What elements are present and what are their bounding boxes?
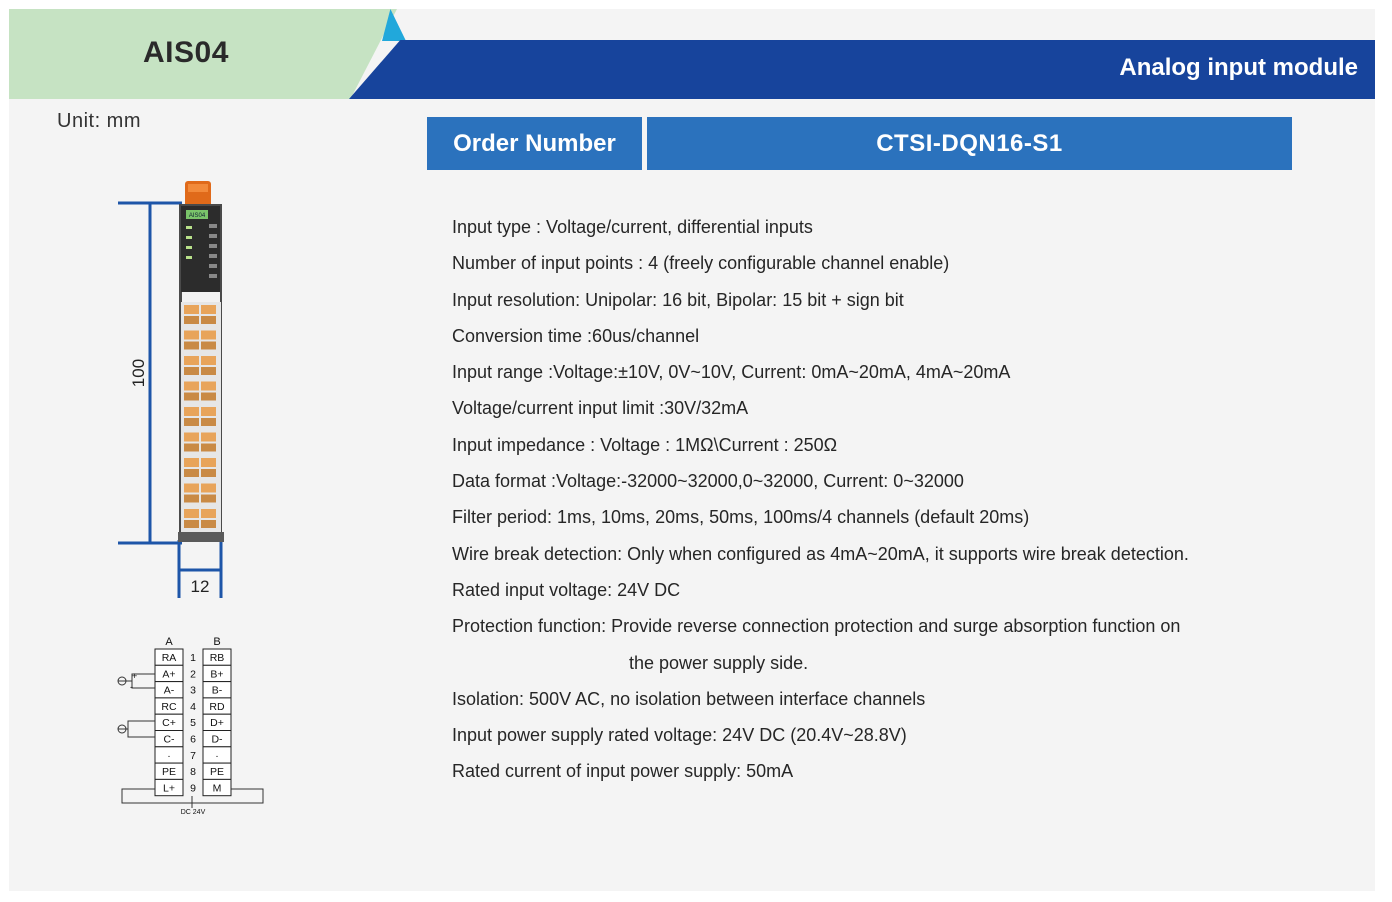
terminal-clamp bbox=[184, 418, 199, 426]
wiring-column-a: A bbox=[165, 636, 173, 648]
spec-item: Data format :Voltage:-32000~32000,0~32000, Current: 0~32000 bbox=[452, 471, 964, 492]
terminal-clamp bbox=[184, 342, 199, 350]
wiring-terminal-a: A- bbox=[163, 684, 175, 697]
terminal-clamp bbox=[201, 444, 216, 452]
wiring-terminal-a: PE bbox=[161, 766, 177, 779]
order-number-label: Order Number bbox=[427, 117, 642, 170]
spec-item: Rated current of input power supply: 50mA bbox=[452, 761, 794, 782]
wiring-terminal-b: D- bbox=[211, 733, 223, 746]
wiring-terminal-a: L+ bbox=[163, 782, 175, 795]
terminal-clamp bbox=[201, 316, 216, 324]
spec-item: Wire break detection: Only when configured as 4mA~20mA, it supports wire break detection. bbox=[452, 543, 1189, 564]
order-number-value: CTSI-DQN16-S1 bbox=[647, 117, 1292, 170]
unit-label: Unit: mm bbox=[57, 110, 141, 132]
wiring-terminal-b: RB bbox=[209, 652, 225, 664]
terminal-clamp bbox=[201, 484, 216, 493]
terminal-clamp bbox=[201, 407, 216, 416]
terminal-clamp bbox=[201, 331, 216, 340]
terminal-clamp bbox=[201, 520, 216, 528]
terminal-clamp bbox=[201, 433, 216, 442]
wiring-terminal-a: RA bbox=[161, 652, 177, 664]
spec-item: Voltage/current input limit :30V/32mA bbox=[452, 398, 749, 419]
terminal-clamp bbox=[184, 367, 199, 375]
wiring-terminal-a: C+ bbox=[162, 717, 176, 730]
wiring-pin-number: 9 bbox=[190, 782, 196, 795]
wiring-terminal-b: · bbox=[215, 749, 219, 762]
module-type-title: Analog input module bbox=[1119, 54, 1358, 81]
wiring-terminal-b: B- bbox=[211, 684, 223, 697]
terminal-clamp bbox=[201, 356, 216, 365]
wiring-pin-number: 2 bbox=[190, 668, 196, 681]
wiring-pin-number: 6 bbox=[190, 733, 196, 746]
wiring-pin-number: 8 bbox=[190, 766, 196, 779]
height-dimension-label: 100 bbox=[129, 358, 148, 388]
terminal-clamp bbox=[201, 469, 216, 477]
width-dimension-label: 12 bbox=[190, 577, 210, 596]
wiring-pin-number: 3 bbox=[190, 684, 196, 697]
spec-item: Isolation: 500V AC, no isolation between interface channels bbox=[452, 688, 926, 709]
terminal-clamp bbox=[184, 433, 199, 442]
terminal-clamp bbox=[184, 316, 199, 324]
spec-item: Input type : Voltage/current, differential inputs bbox=[452, 217, 813, 237]
wiring-terminal-a: A+ bbox=[162, 668, 176, 681]
terminal-clamp bbox=[184, 495, 199, 503]
wiring-pin-number: 4 bbox=[190, 700, 196, 713]
supply-label: DC 24V bbox=[180, 809, 206, 816]
terminal-clamp bbox=[201, 367, 216, 375]
wiring-diagram bbox=[118, 636, 263, 816]
wiring-column-b: B bbox=[213, 636, 221, 648]
terminal-clamp bbox=[184, 356, 199, 365]
wiring-terminal-a: RC bbox=[161, 700, 177, 713]
spec-item-continuation: the power supply side. bbox=[629, 652, 809, 673]
terminal-clamp bbox=[184, 382, 199, 391]
terminal-clamp bbox=[201, 393, 216, 401]
terminal-clamp bbox=[184, 305, 199, 314]
terminal-clamp bbox=[201, 509, 216, 518]
sensor-minus-sign: - bbox=[130, 682, 133, 692]
terminal-clamp bbox=[201, 305, 216, 314]
sensor-plus-sign: + bbox=[132, 671, 138, 681]
wiring-terminal-b: RD bbox=[209, 700, 225, 713]
spec-item: Number of input points : 4 (freely configurable channel enable) bbox=[452, 253, 950, 274]
terminal-clamp bbox=[201, 418, 216, 426]
terminal-clamp bbox=[184, 469, 199, 477]
wiring-terminal-a: C- bbox=[163, 733, 175, 746]
wiring-pin-number: 1 bbox=[190, 652, 196, 664]
terminal-clamp bbox=[184, 393, 199, 401]
terminal-clamp bbox=[184, 331, 199, 340]
terminal-clamp bbox=[184, 458, 199, 467]
wiring-terminal-b: PE bbox=[209, 766, 225, 779]
spec-item: Input resolution: Unipolar: 16 bit, Bipolar: 15 bit + sign bit bbox=[452, 289, 904, 310]
spec-item: Input impedance : Voltage : 1MΩ\Current : 250Ω bbox=[452, 434, 838, 455]
wiring-pin-number: 5 bbox=[190, 717, 196, 730]
wiring-terminal-b: M bbox=[212, 782, 222, 795]
wiring-terminal-b: D+ bbox=[210, 717, 224, 730]
terminal-clamp bbox=[184, 520, 199, 528]
spec-item: Protection function: Provide reverse connection protection and surge absorption function on bbox=[452, 616, 1181, 637]
spec-item: Input range :Voltage:±10V, 0V~10V, Current: 0mA~20mA, 4mA~20mA bbox=[452, 362, 1011, 383]
spec-item: Filter period: 1ms, 10ms, 20ms, 50ms, 100ms/4 channels (default 20ms) bbox=[452, 507, 1030, 528]
wiring-terminal-a: · bbox=[167, 749, 171, 762]
terminal-clamp bbox=[201, 382, 216, 391]
terminal-clamp bbox=[201, 495, 216, 503]
terminal-clamp bbox=[201, 342, 216, 350]
terminal-clamp bbox=[184, 407, 199, 416]
wiring-terminal-b: B+ bbox=[210, 668, 224, 681]
module-illustration bbox=[178, 181, 224, 542]
model-title: AIS04 bbox=[143, 36, 229, 69]
spec-item: Conversion time :60us/channel bbox=[452, 325, 700, 346]
terminal-clamp bbox=[184, 509, 199, 518]
terminal-clamp bbox=[201, 458, 216, 467]
spec-item: Rated input voltage: 24V DC bbox=[452, 579, 681, 600]
terminal-clamp bbox=[184, 444, 199, 452]
module-face-label: AIS04 bbox=[188, 213, 206, 219]
terminal-clamp bbox=[184, 484, 199, 493]
spec-item: Input power supply rated voltage: 24V DC (20.4V~28.8V) bbox=[452, 725, 907, 746]
wiring-pin-number: 7 bbox=[190, 749, 196, 762]
